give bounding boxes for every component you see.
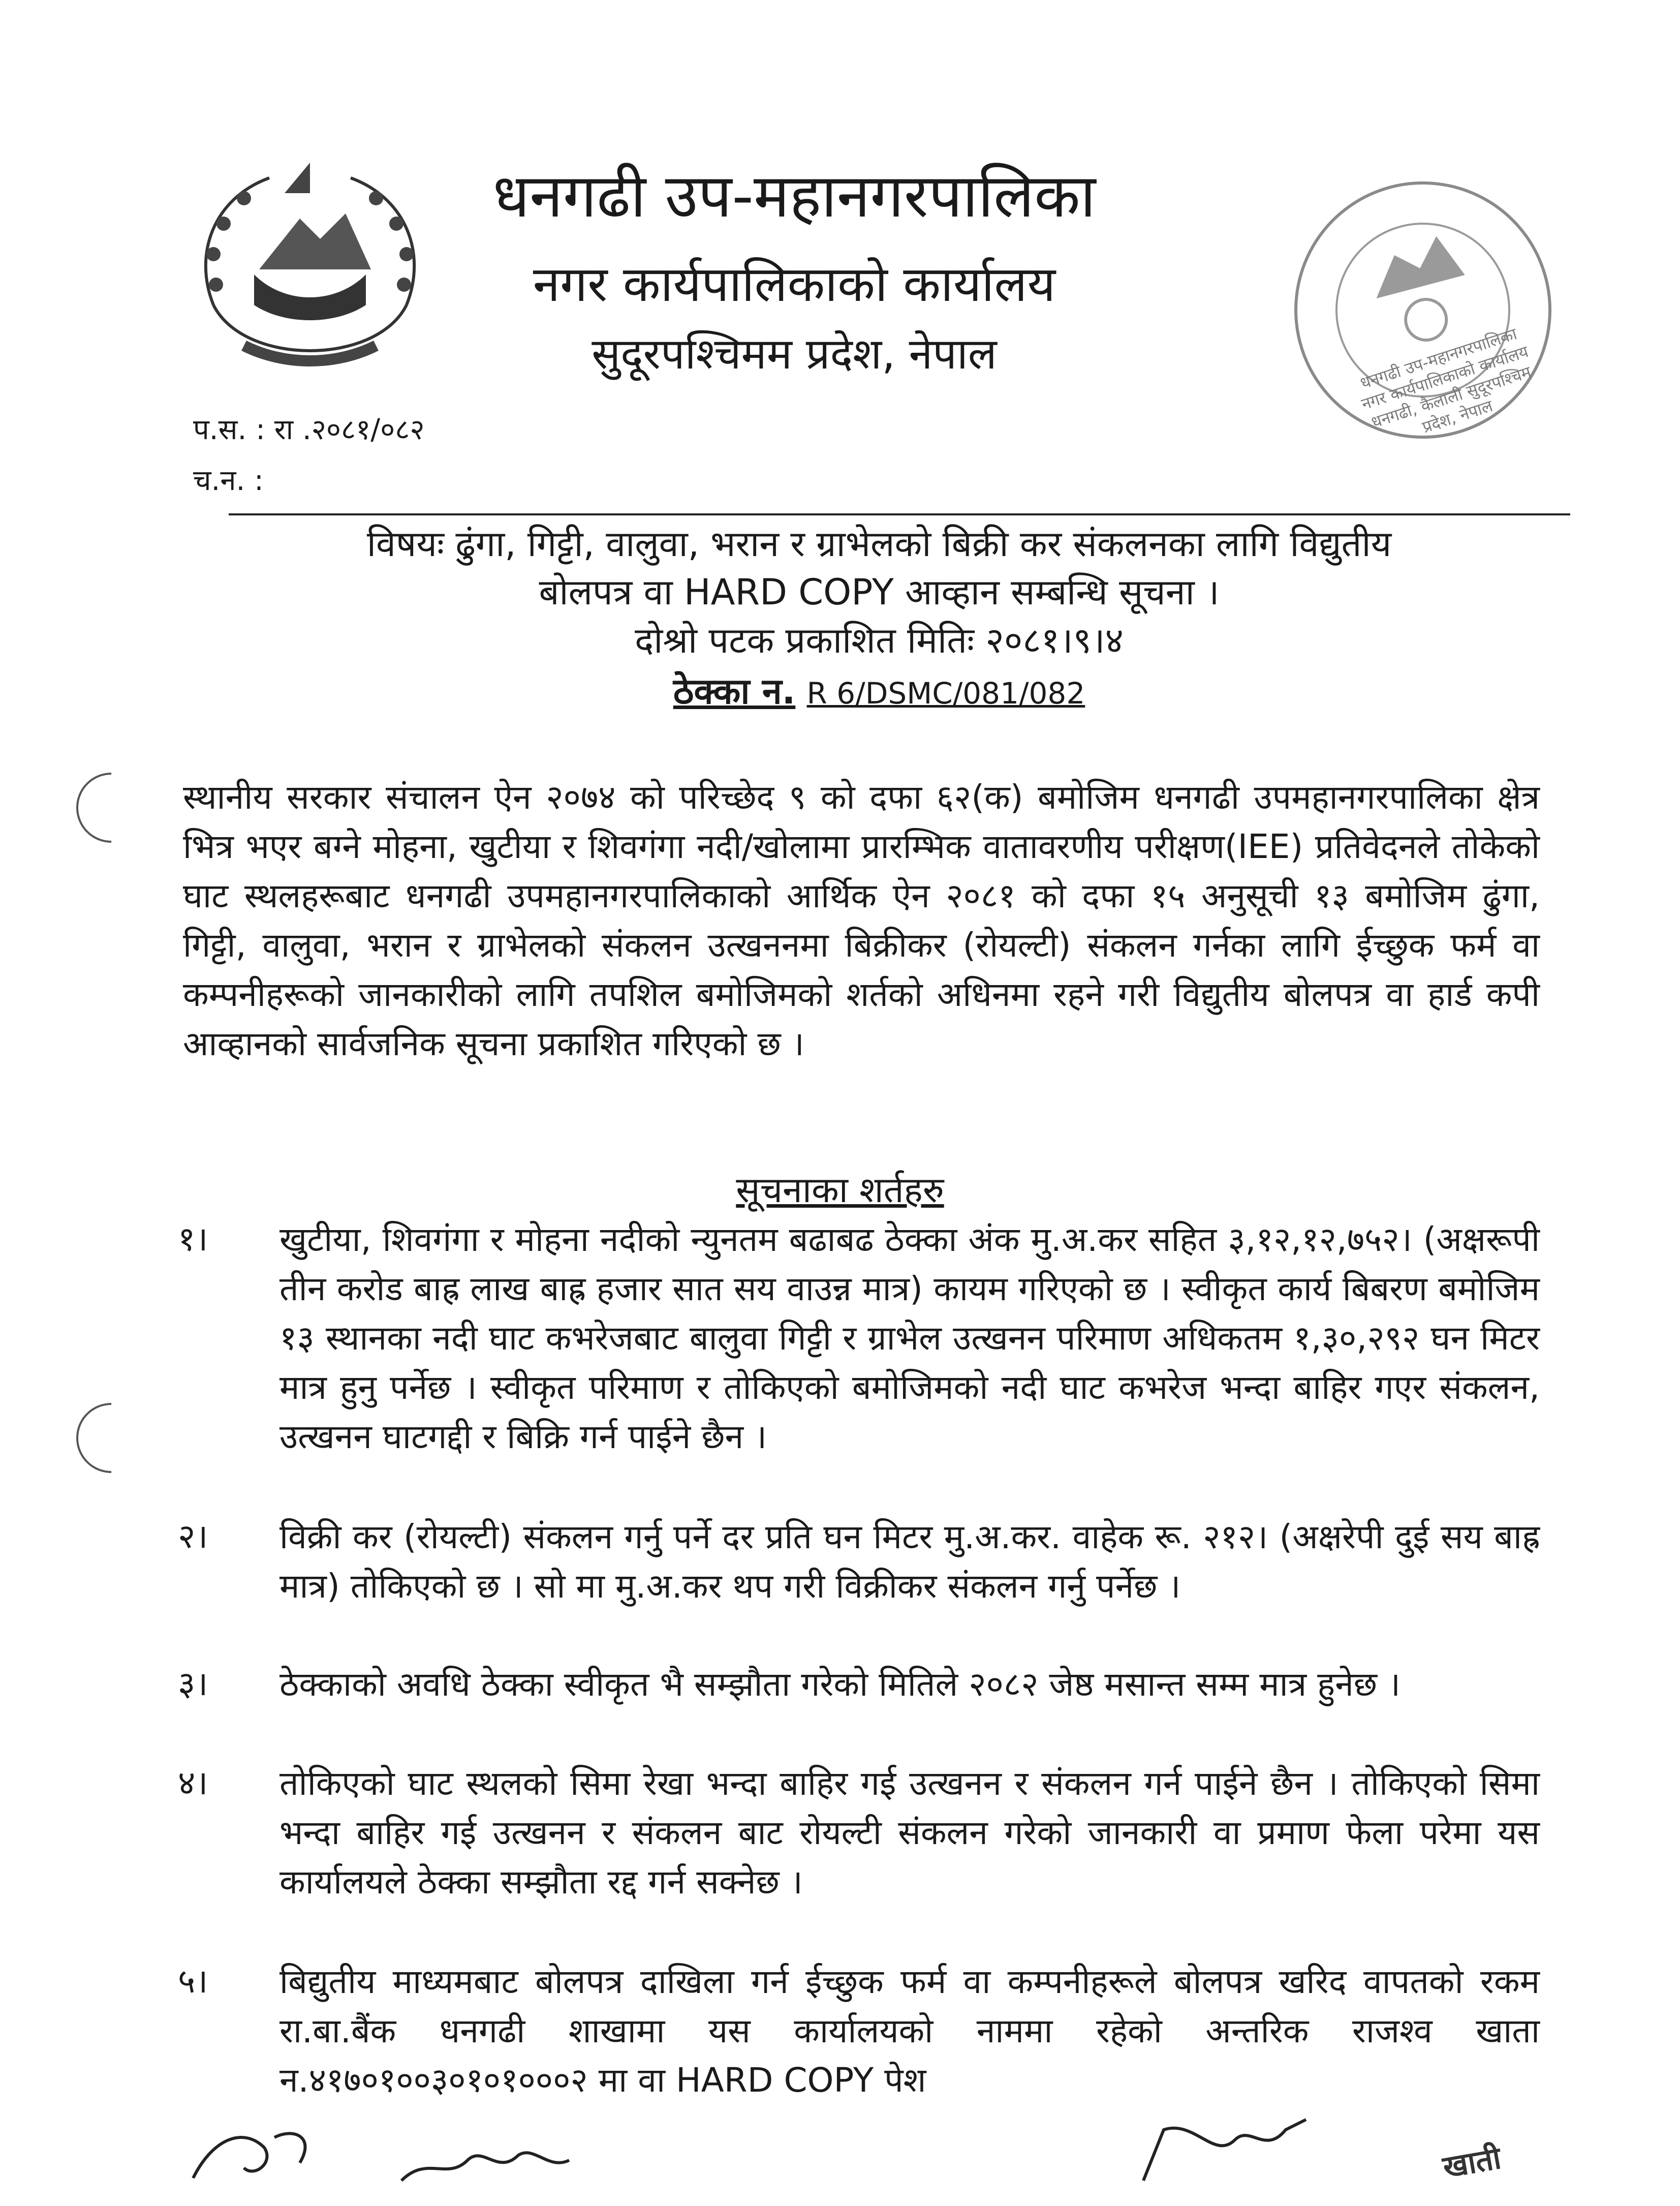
subject-line-1: विषयः ढुंगा, गिट्टी, वालुवा, भरान र ग्राभेलको बिक्री कर संकलनका लागि विद्युतीय — [366, 523, 1392, 565]
condition-number: ३। — [178, 1664, 208, 1703]
municipality-name: धनगढी उप-महानगरपालिका — [492, 161, 1096, 231]
condition-number: २। — [178, 1517, 208, 1556]
stamp-fragment — [1399, 2118, 1609, 2206]
condition-number: ४। — [178, 1763, 208, 1802]
contract-number: R 6/DSMC/081/082 — [806, 676, 1085, 711]
condition-number: १। — [178, 1219, 208, 1259]
contract-label: ठेक्का न. — [673, 670, 796, 712]
contract-number-line — [224, 670, 1535, 712]
condition-text: तोकिएको घाट स्थलको सिमा रेखा भन्दा बाहिर गई उत्खनन र संकलन गर्न पाईने छैन । तोकिएको सिमा भन्दा बाहिर गई उत्खनन र संकलन बाट रोयल्टी संकलन गरेको जानकारी वा प्रमाण फेला परेमा यस कार्यालयले ठेक्का सम्झौता रद्द गर्न सक्नेछ । — [279, 1764, 1540, 1902]
signature-3-icon — [1133, 2109, 1326, 2189]
condition-text: ठेक्काको अवधि ठेक्का स्वीकृत भै सम्झौता गरेको मितिले २०८२ जेष्ठ मसान्त सम्म मात्र हुनेछ । — [279, 1665, 1401, 1704]
signature-1-icon — [183, 2117, 386, 2188]
signature-2-icon — [396, 2135, 579, 2189]
intro-paragraph: स्थानीय सरकार संचालन ऐन २०७४ को परिच्छेद ९ को दफा ६२(क) बमोजिम धनगढी उपमहानगरपालिका क्षेत्र भित्र भएर बग्ने मोहना, खुटीया र शिवगंगा नदी/खोलामा प्रारम्भिक वातावरणीय परीक्षण(IEE) प्रतिवेदनले तोकेको घाट स्थलहरूबाट धनगढी उपमहानगरपालिकाको आर्थिक ऐन २०८१ को दफा १५ अनुसूची १३ बमोजिम ढुंगा, गिट्टी, वालुवा, भरान र ग्राभेलको संकलन उत्खननमा बिक्रीकर (रोयल्टी) संकलन गर्नका लागि ईच्छुक फर्म वा कम्पनीहरूको जानकारीको लागि तपशिल बमोजिमको शर्तको अधिनमा रहने गरी विद्युतीय बोलपत्र वा हार्ड कपी आव्हानको सार्वजनिक सूचना प्रकाशित गरिएको छ । — [183, 778, 1540, 1063]
divider — [229, 513, 1570, 515]
condition-text: बिद्युतीय माध्यमबाट बोलपत्र दाखिला गर्न ईच्छुक फर्म वा कम्पनीहरूले बोलपत्र खरिद वापतको रकम रा.बा.बैंक धनगढी शाखामा यस कार्यालयको नाममा रहेको अन्तरिक राजश्व खाता न.४१७०१००३०१०१०००२ मा वा HARD COPY पेश — [279, 1962, 1540, 2100]
subject-line-2: बोलपत्र वा HARD COPY आव्हान सम्बन्धि सूचना । — [539, 571, 1220, 613]
office-name: नगर कार्यपालिकाको कार्यालय — [533, 256, 1056, 313]
province-name: सुदूरपश्चिमम प्रदेश, नेपाल — [592, 329, 997, 379]
punch-hole-mark — [61, 1388, 161, 1487]
condition-text: खुटीया, शिवगंगा र मोहना नदीको न्युनतम बढाबढ ठेक्का अंक मु.अ.कर सहित ३,१२,१२,७५२। (अक्षरूपी तीन करोड बाह्र लाख बाह्र हजार सात सय वाउन्न मात्र) कायम गरिएको छ । स्वीकृत कार्य बिबरण बमोजिम १३ स्थानका नदी घाट कभरेजबाट बालुवा गिट्टी र ग्राभेल उत्खनन परिमाण अधिकतम १,३०,२९२ घन मिटर मात्र हुनु पर्नेछ । स्वीकृत परिमाण र तोकिएको बमोजिमको नदी घाट कभरेज भन्दा बाहिर गएर संकलन, उत्खनन घाटगद्दी र बिक्रि गर्न पाईने छैन । — [279, 1220, 1540, 1456]
conditions-heading-text: सूचनाका शर्तहरु — [736, 1169, 944, 1211]
condition-text: विक्री कर (रोयल्टी) संकलन गर्नु पर्ने दर प्रति घन मिटर मु.अ.कर. वाहेक रू. २१२। (अक्षरेपी दुई सय बाह्र मात्र) तोकिएको छ । सो मा मु.अ.कर थप गरी विक्रीकर संकलन गर्नु पर्नेछ । — [279, 1517, 1540, 1606]
dispatch-number: च.न. : — [193, 464, 264, 497]
stamp-fragment-text: खाती — [1440, 2140, 1504, 2186]
letter-number: प.स. : रा .२०८१/०८२ — [193, 413, 425, 446]
stamp-text: धनगढी उप-महानगरपालिका नगर कार्यपालिकाको कार्यालय धनगढी, कैलाली सुदूरपश्चिम प्रदेश, नेपाल — [1357, 324, 1534, 437]
publish-date: दोश्रो पटक प्रकाशित मितिः २०८१।९।४ — [635, 620, 1124, 661]
conditions-heading — [0, 1164, 1680, 1213]
condition-number: ५। — [178, 1962, 208, 2001]
punch-hole-mark — [61, 758, 161, 857]
